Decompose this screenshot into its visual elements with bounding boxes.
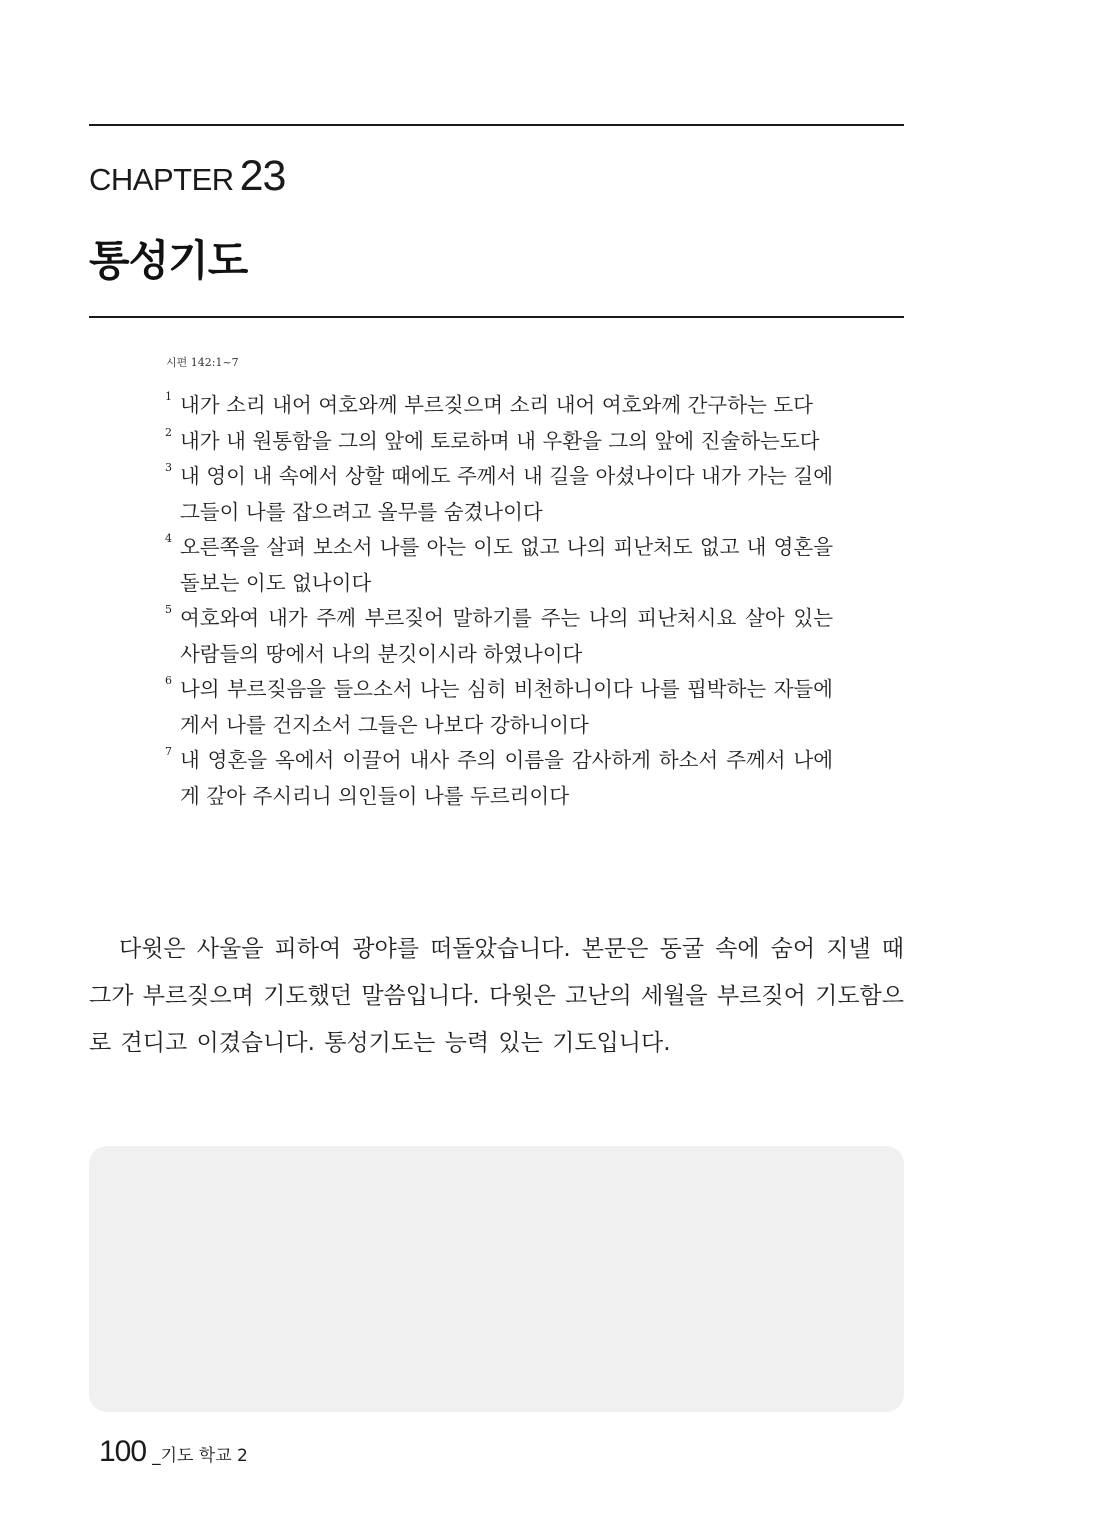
chapter-number: 23 (239, 152, 286, 200)
verse-text: 내가 소리 내어 여호와께 부르짖으며 소리 내어 여호와께 간구하는 도다 (180, 393, 813, 417)
verse-text: 내가 내 원통함을 그의 앞에 토로하며 내 우환을 그의 앞에 진술하는도다 (180, 428, 820, 453)
verse-item (163, 388, 833, 424)
running-title: _기도 학교 2 (152, 1446, 248, 1466)
verse-text: 내 영이 내 속에서 상할 때에도 주께서 내 길을 아셨나이다 내가 가는 길에 그들이 나를 잡으려고 올무를 숨겼나이다 (180, 464, 833, 524)
verse-item (163, 743, 833, 814)
verse-number: 5 (165, 603, 172, 616)
verse-number: 7 (165, 745, 172, 758)
page-number: 100 (99, 1435, 147, 1468)
verse-list (163, 388, 833, 814)
notes-box (89, 1146, 904, 1412)
chapter-label: CHAPTER (89, 162, 234, 197)
body-paragraph: 다윗은 사울을 피하여 광야를 떠돌았습니다. 본문은 동굴 속에 숨어 지낼 때 그가 부르짖으며 기도했던 말씀입니다. 다윗은 고난의 세월을 부르짖어 기도함으로 견디고 이겼습니다. 통성기도는 능력 있는 기도입니다. (89, 936, 904, 1056)
page-footer (99, 1435, 248, 1469)
verse-item (163, 424, 833, 460)
verse-item (163, 672, 833, 743)
chapter-title: 통성기도 (89, 236, 248, 285)
verse-number: 6 (165, 674, 172, 687)
verse-number: 3 (165, 461, 172, 474)
bottom-rule (89, 316, 904, 318)
chapter-heading (89, 152, 285, 201)
top-rule (89, 124, 904, 126)
verse-number: 2 (165, 425, 172, 439)
verse-item (163, 459, 833, 530)
verse-item (163, 601, 833, 672)
verse-text: 내 영혼을 옥에서 이끌어 내사 주의 이름을 감사하게 하소서 주께서 나에게 갚아 주시리니 의인들이 나를 두르리이다 (180, 748, 833, 808)
verse-item (163, 530, 833, 601)
verse-number: 1 (165, 390, 172, 403)
verse-text: 여호와여 내가 주께 부르짖어 말하기를 주는 나의 피난처시요 살아 있는 사람들의 땅에서 나의 분깃이시라 하였나이다 (180, 606, 833, 666)
verse-number: 4 (165, 532, 172, 545)
verse-text: 오른쪽을 살펴 보소서 나를 아는 이도 없고 나의 피난처도 없고 내 영혼을 돌보는 이도 없나이다 (180, 535, 833, 595)
scripture-reference: 시편 142:1~7 (166, 356, 239, 369)
verse-text: 나의 부르짖음을 들으소서 나는 심히 비천하니이다 나를 핍박하는 자들에게서 나를 건지소서 그들은 나보다 강하니이다 (180, 677, 833, 737)
